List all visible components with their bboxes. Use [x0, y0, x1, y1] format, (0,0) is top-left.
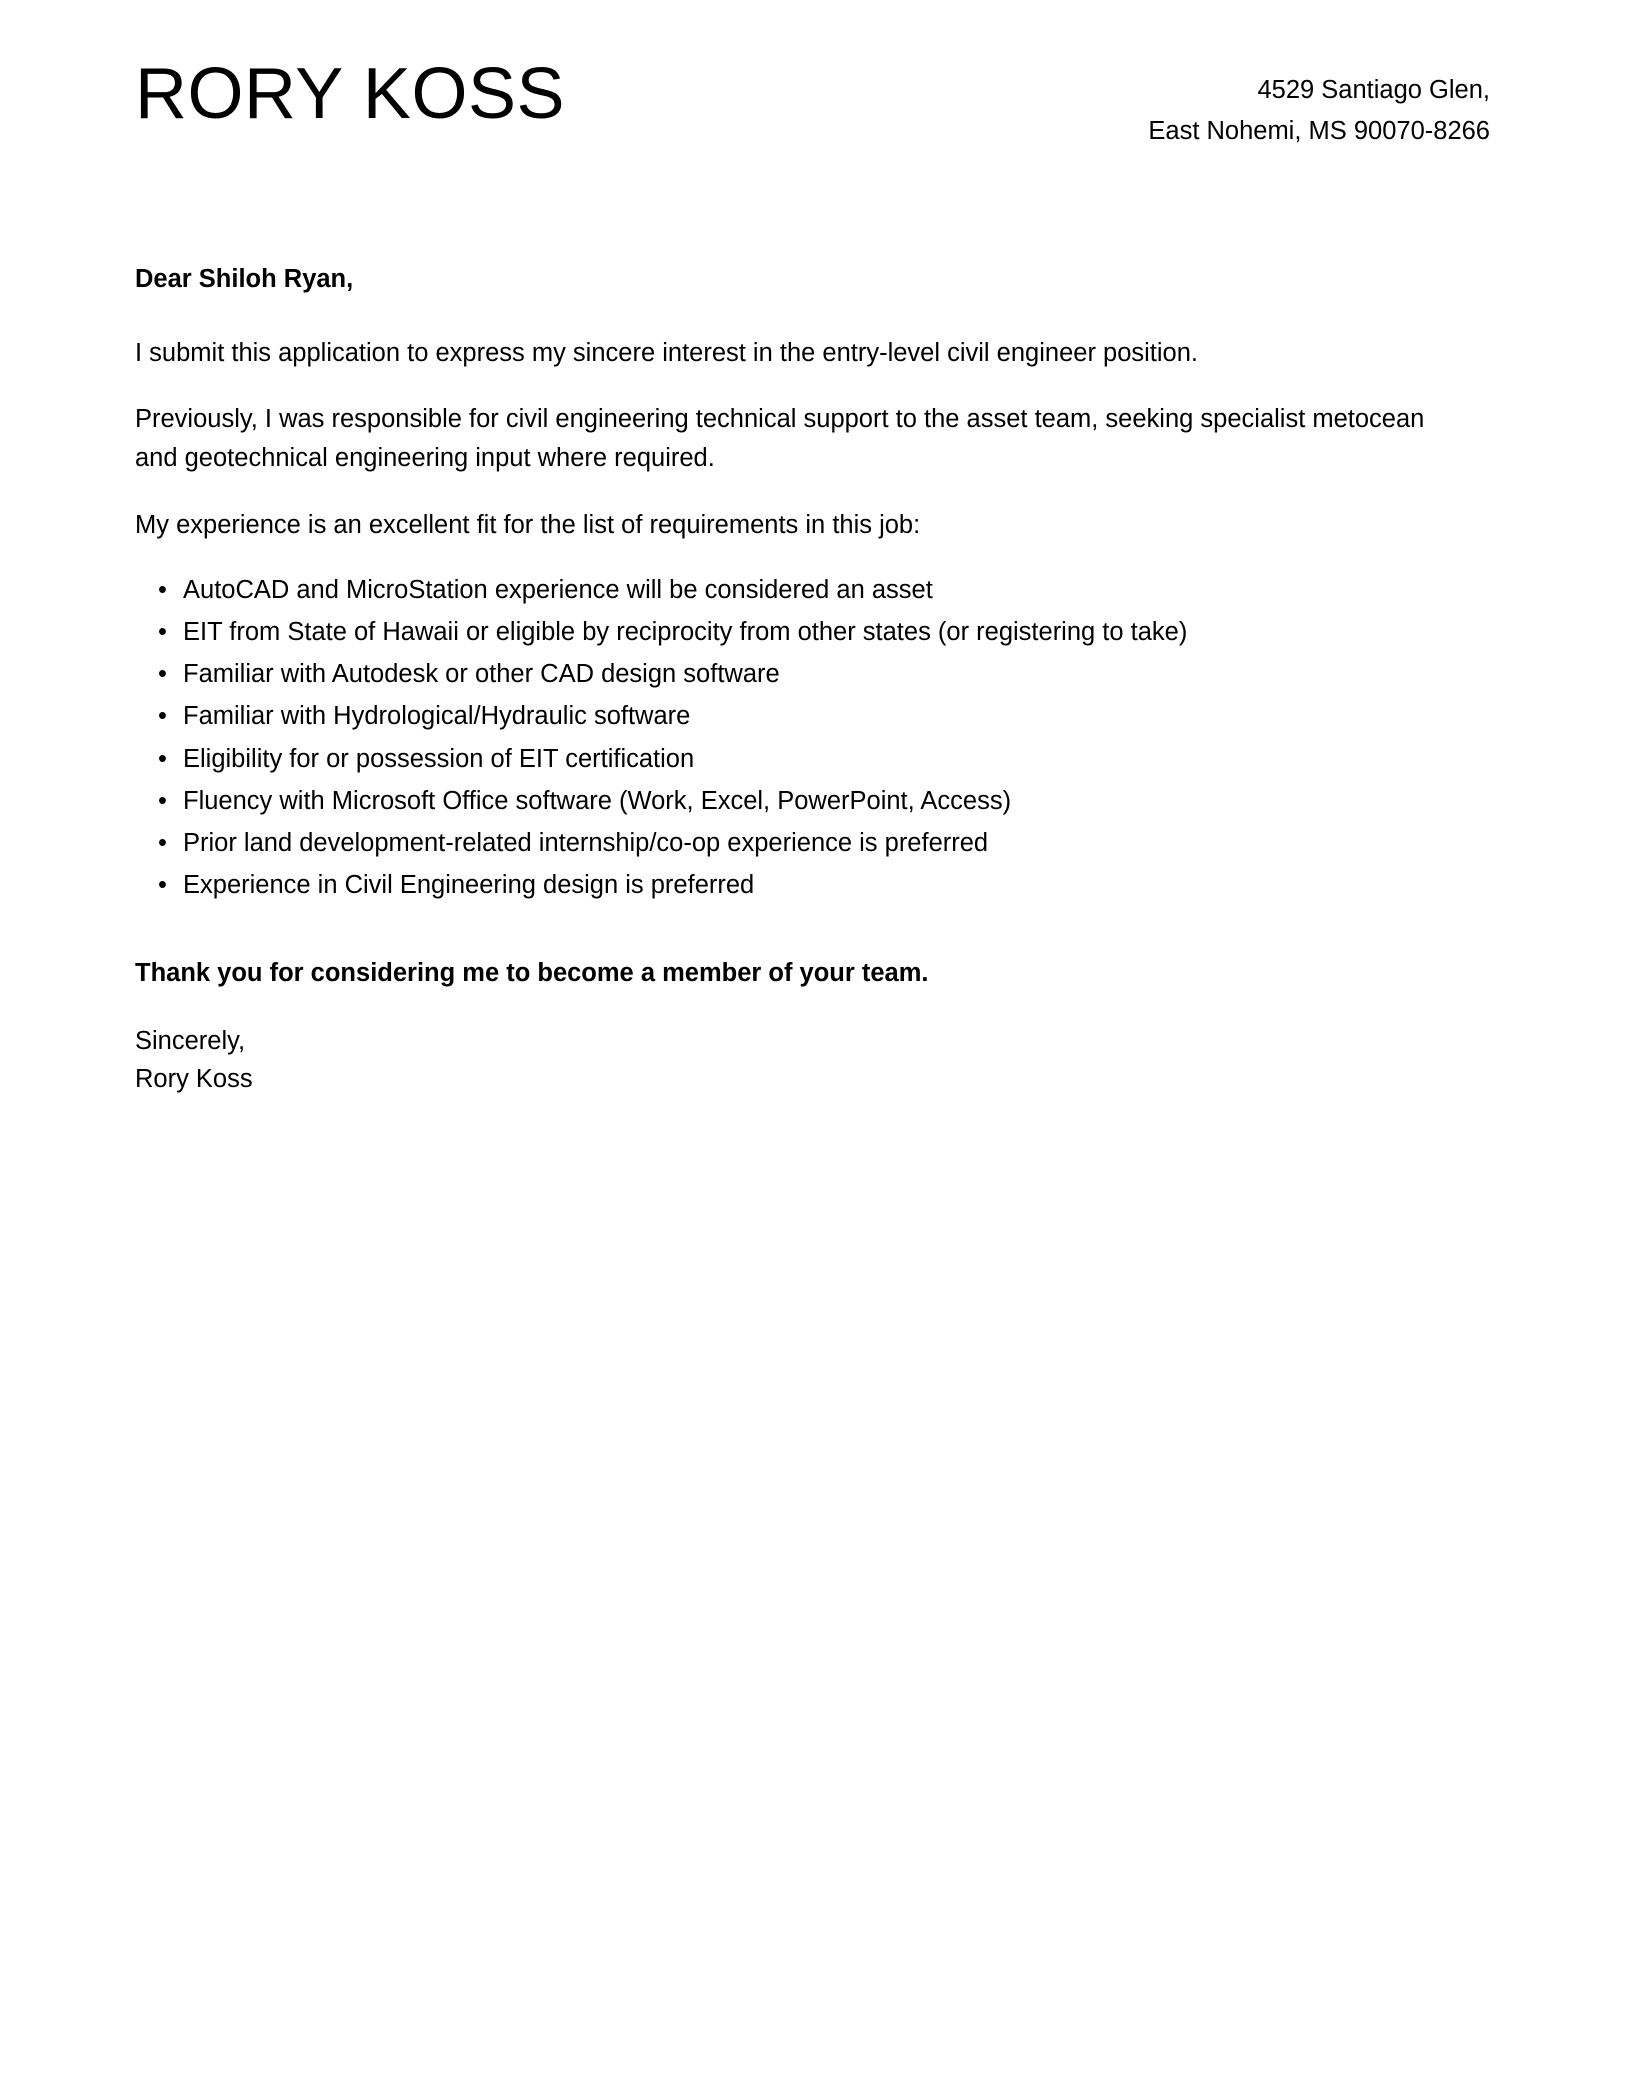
list-item-label: Experience in Civil Engineering design is preferred: [183, 871, 755, 900]
list-item-label: Prior land development-related internship/co-op experience is preferred: [183, 829, 989, 858]
bullet-icon: •: [158, 744, 167, 773]
list-item: [158, 866, 1490, 904]
bullet-icon: •: [158, 871, 167, 900]
bullet-icon: •: [158, 575, 167, 604]
address-line-street: 4529 Santiago Glen,: [1257, 76, 1490, 104]
letter-content: [135, 0, 1490, 1099]
list-item: [158, 824, 1490, 862]
valediction: Sincerely,: [135, 1026, 246, 1055]
signature-block: [135, 1022, 1490, 1100]
bullet-icon: •: [158, 702, 167, 731]
signature-name: Rory Koss: [135, 1065, 253, 1094]
list-item: [158, 613, 1490, 651]
list-item-label: Eligibility for or possession of EIT certification: [183, 744, 695, 773]
bullet-icon: •: [158, 786, 167, 815]
list-item: [158, 571, 1490, 609]
page-title: RORY KOSS: [135, 54, 565, 134]
address-line-city-state-zip: East Nohemi, MS 90070-8266: [1148, 117, 1490, 146]
sender-address-block: [1148, 58, 1490, 153]
paragraph-intro: I submit this application to express my sincere interest in the entry-level civil engineer position.: [135, 338, 1198, 367]
list-item-label: AutoCAD and MicroStation experience will be considered an asset: [183, 575, 933, 604]
bullet-icon: •: [158, 660, 167, 689]
letter-body: [135, 153, 1490, 1099]
list-item: [158, 782, 1490, 820]
list-item: [158, 740, 1490, 778]
letter-header: [135, 0, 1490, 153]
bullet-icon: •: [158, 829, 167, 858]
bullet-icon: •: [158, 617, 167, 646]
list-item: [158, 697, 1490, 735]
list-item-label: Familiar with Hydrological/Hydraulic software: [183, 702, 691, 731]
paragraph-experience: Previously, I was responsible for civil engineering technical support to the asset team, seeking specialist metocean and geotechnical engineering input where required.: [135, 405, 1425, 473]
list-item-label: Fluency with Microsoft Office software (Work, Excel, PowerPoint, Access): [183, 786, 1012, 815]
paragraph-requirements-lead-in: My experience is an excellent fit for the list of requirements in this job:: [135, 510, 921, 539]
salutation: Dear Shiloh Ryan,: [135, 264, 354, 293]
list-item-label: Familiar with Autodesk or other CAD design software: [183, 660, 780, 689]
list-item-label: EIT from State of Hawaii or eligible by reciprocity from other states (or registering to take): [183, 617, 1188, 646]
closing-statement: Thank you for considering me to become a member of your team.: [135, 958, 929, 987]
requirements-list: [135, 571, 1490, 905]
list-item: [158, 655, 1490, 693]
